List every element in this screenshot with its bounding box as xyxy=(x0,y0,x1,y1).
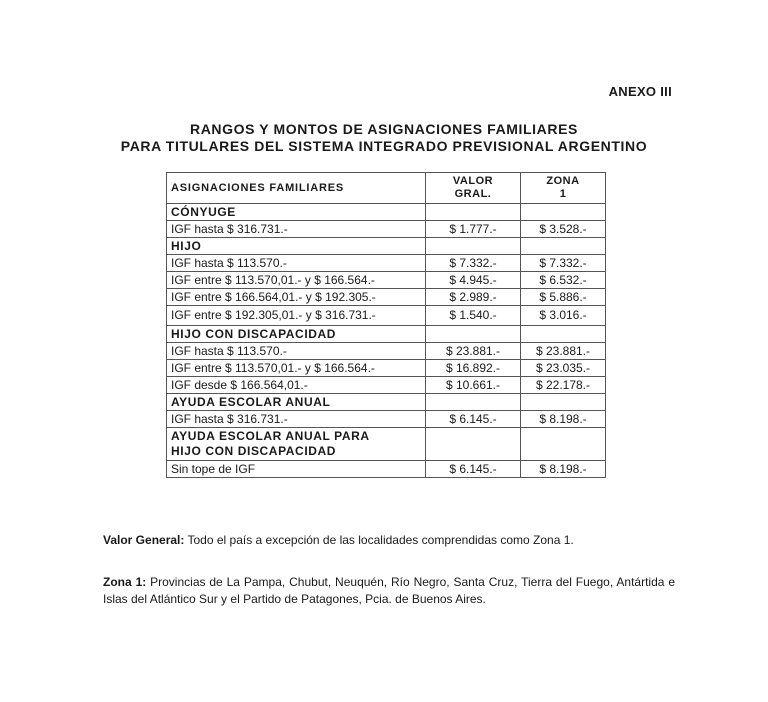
section-row xyxy=(167,394,606,411)
row-zone1 xyxy=(521,238,606,255)
row-zone1: $ 8.198.- xyxy=(521,411,606,428)
row-label: IGF entre $ 166.564,01.- y $ 192.305.- xyxy=(167,289,426,306)
section-row xyxy=(167,428,606,461)
table-row xyxy=(167,221,606,238)
row-label: IGF hasta $ 113.570.- xyxy=(167,343,426,360)
row-general: $ 1.777.- xyxy=(426,221,521,238)
table-row xyxy=(167,306,606,326)
row-label xyxy=(167,428,426,461)
row-general xyxy=(426,204,521,221)
row-label: Sin tope de IGF xyxy=(167,461,426,478)
table-row xyxy=(167,343,606,360)
row-label: IGF entre $ 192.305,01.- y $ 316.731.- xyxy=(167,306,426,326)
row-zone1: $ 3.528.- xyxy=(521,221,606,238)
note-zone-term: Zona 1: xyxy=(103,575,147,589)
row-general: $ 1.540.- xyxy=(426,306,521,326)
header-general-line1: VALOR xyxy=(452,175,494,187)
row-general xyxy=(426,428,521,461)
row-general xyxy=(426,238,521,255)
header-zone-1 xyxy=(521,173,606,204)
row-zone1: $ 23.881.- xyxy=(521,343,606,360)
row-zone1: $ 5.886.- xyxy=(521,289,606,306)
table-row xyxy=(167,272,606,289)
header-general-value xyxy=(426,173,521,204)
table-row xyxy=(167,360,606,377)
row-general: $ 10.661.- xyxy=(426,377,521,394)
row-label: IGF entre $ 113.570,01.- y $ 166.564.- xyxy=(167,272,426,289)
header-concept: ASIGNACIONES FAMILIARES xyxy=(167,173,426,204)
row-zone1: $ 23.035.- xyxy=(521,360,606,377)
note-zone-1 xyxy=(103,574,675,608)
title-line-1: RANGOS Y MONTOS DE ASIGNACIONES FAMILIARES xyxy=(190,121,578,137)
row-general: $ 23.881.- xyxy=(426,343,521,360)
row-label-line2: HIJO CON DISCAPACIDAD xyxy=(171,444,337,458)
row-general: $ 4.945.- xyxy=(426,272,521,289)
header-zone-line1: ZONA xyxy=(546,175,580,187)
note-general-term: Valor General: xyxy=(103,533,185,547)
section-row xyxy=(167,238,606,255)
row-zone1: $ 22.178.- xyxy=(521,377,606,394)
allowances-table xyxy=(166,172,606,478)
table-row xyxy=(167,461,606,478)
row-label-line1: AYUDA ESCOLAR ANUAL PARA xyxy=(171,429,370,443)
row-label: IGF desde $ 166.564,01.- xyxy=(167,377,426,394)
row-label: HIJO xyxy=(167,238,426,255)
row-general: $ 6.145.- xyxy=(426,411,521,428)
row-zone1 xyxy=(521,394,606,411)
row-label: CÓNYUGE xyxy=(167,204,426,221)
table-header-row xyxy=(167,173,606,204)
row-label: AYUDA ESCOLAR ANUAL xyxy=(167,394,426,411)
row-label: IGF hasta $ 316.731.- xyxy=(167,221,426,238)
title-line-2: PARA TITULARES DEL SISTEMA INTEGRADO PREVISIONAL ARGENTINO xyxy=(120,138,648,154)
row-zone1: $ 6.532.- xyxy=(521,272,606,289)
table-row xyxy=(167,289,606,306)
row-general xyxy=(426,394,521,411)
row-general: $ 7.332.- xyxy=(426,255,521,272)
row-zone1 xyxy=(521,326,606,343)
table-row xyxy=(167,255,606,272)
row-zone1 xyxy=(521,204,606,221)
annex-label: ANEXO III xyxy=(608,84,672,99)
header-general-line2: GRAL. xyxy=(454,188,492,200)
row-general: $ 16.892.- xyxy=(426,360,521,377)
note-zone-text: Provincias de La Pampa, Chubut, Neuquén, Río Negro, Santa Cruz, Tierra del Fuego, Antártida e Islas del Atlántico Sur y el Partido de Patagones, Pcia. de Buenos Aires. xyxy=(103,575,675,606)
row-label: IGF hasta $ 113.570.- xyxy=(167,255,426,272)
row-zone1: $ 3.016.- xyxy=(521,306,606,326)
note-general-text: Todo el país a excepción de las localidades comprendidas como Zona 1. xyxy=(184,533,574,547)
section-row xyxy=(167,326,606,343)
row-general: $ 6.145.- xyxy=(426,461,521,478)
row-zone1: $ 8.198.- xyxy=(521,461,606,478)
row-zone1 xyxy=(521,428,606,461)
section-row xyxy=(167,204,606,221)
row-label: HIJO CON DISCAPACIDAD xyxy=(167,326,426,343)
row-label: IGF hasta $ 316.731.- xyxy=(167,411,426,428)
note-general-value xyxy=(103,532,675,549)
document-title xyxy=(0,121,768,155)
table-row xyxy=(167,411,606,428)
table-row xyxy=(167,377,606,394)
header-zone-line2: 1 xyxy=(559,188,567,200)
row-general: $ 2.989.- xyxy=(426,289,521,306)
row-zone1: $ 7.332.- xyxy=(521,255,606,272)
row-general xyxy=(426,326,521,343)
row-label: IGF entre $ 113.570,01.- y $ 166.564.- xyxy=(167,360,426,377)
